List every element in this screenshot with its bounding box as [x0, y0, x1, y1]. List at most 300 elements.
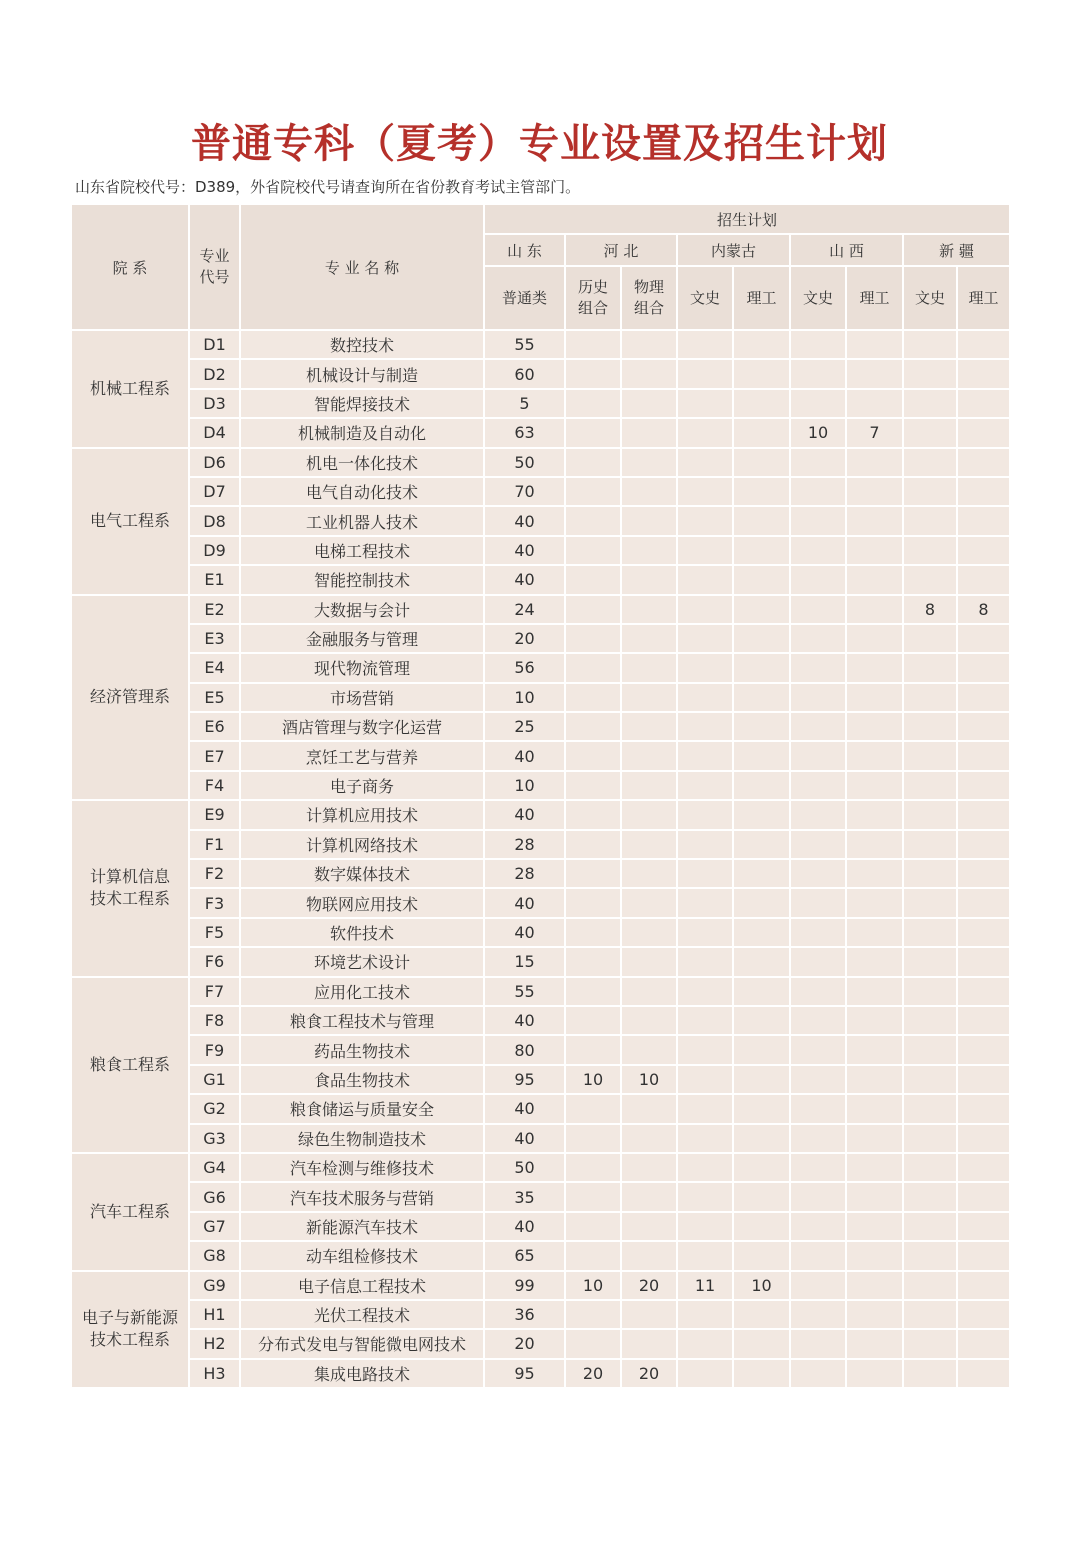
quota-cell [957, 624, 1010, 653]
quota-cell [621, 418, 677, 447]
quota-cell [677, 1065, 733, 1094]
header-province-hebei: 河 北 [565, 234, 677, 266]
quota-cell [846, 741, 903, 770]
quota-cell [846, 1182, 903, 1211]
quota-cell [565, 830, 621, 859]
quota-cell [621, 800, 677, 829]
table-row [71, 448, 1010, 477]
quota-cell [733, 389, 790, 418]
quota-cell [621, 1153, 677, 1182]
quota-cell [903, 947, 957, 976]
table-row [71, 1329, 1010, 1358]
quota-cell [957, 448, 1010, 477]
department-cell: 粮食工程系 [71, 977, 189, 1153]
quota-cell [903, 1124, 957, 1153]
major-name-cell: 软件技术 [240, 918, 484, 947]
quota-cell [565, 800, 621, 829]
quota-cell [957, 1300, 1010, 1329]
quota-cell [790, 1094, 846, 1123]
quota-cell [846, 947, 903, 976]
quota-cell [846, 595, 903, 624]
major-name-cell: 计算机网络技术 [240, 830, 484, 859]
major-name-cell: 烹饪工艺与营养 [240, 741, 484, 770]
quota-cell: 24 [484, 595, 565, 624]
quota-cell [565, 1182, 621, 1211]
quota-cell [903, 1182, 957, 1211]
table-body [71, 330, 1010, 1388]
major-name-cell: 物联网应用技术 [240, 888, 484, 917]
header-code: 专业 代号 [189, 204, 240, 330]
quota-cell: 28 [484, 830, 565, 859]
quota-cell [903, 1241, 957, 1270]
quota-cell [790, 1153, 846, 1182]
quota-cell [846, 536, 903, 565]
quota-cell [790, 1329, 846, 1358]
quota-cell [903, 1153, 957, 1182]
header-department: 院 系 [71, 204, 189, 330]
quota-cell [677, 1006, 733, 1035]
quota-cell [790, 477, 846, 506]
quota-cell [621, 595, 677, 624]
quota-cell [903, 1212, 957, 1241]
quota-cell [733, 888, 790, 917]
quota-cell [621, 330, 677, 359]
quota-cell [957, 741, 1010, 770]
quota-cell [621, 1035, 677, 1064]
quota-cell [621, 536, 677, 565]
quota-cell [677, 653, 733, 682]
quota-cell [790, 536, 846, 565]
quota-cell [733, 800, 790, 829]
quota-cell [957, 1035, 1010, 1064]
quota-cell [565, 1329, 621, 1358]
quota-cell [790, 565, 846, 594]
quota-cell [903, 918, 957, 947]
quota-cell [733, 683, 790, 712]
major-code-cell: G9 [189, 1271, 240, 1300]
quota-cell [790, 683, 846, 712]
major-name-cell: 集成电路技术 [240, 1359, 484, 1388]
quota-cell [903, 477, 957, 506]
quota-cell [733, 448, 790, 477]
quota-cell [733, 1329, 790, 1358]
quota-cell [733, 595, 790, 624]
quota-cell [733, 771, 790, 800]
quota-cell [565, 565, 621, 594]
quota-cell: 70 [484, 477, 565, 506]
quota-cell [957, 359, 1010, 388]
major-name-cell: 电子商务 [240, 771, 484, 800]
quota-cell [846, 800, 903, 829]
quota-cell [957, 418, 1010, 447]
quota-cell [957, 771, 1010, 800]
quota-cell [565, 506, 621, 535]
quota-cell [957, 830, 1010, 859]
quota-cell [846, 712, 903, 741]
table-row [71, 712, 1010, 741]
quota-cell [565, 1124, 621, 1153]
quota-cell [565, 1035, 621, 1064]
quota-cell [677, 389, 733, 418]
header-sub-physics: 物理 组合 [621, 266, 677, 330]
department-cell: 电子与新能源 技术工程系 [71, 1271, 189, 1389]
quota-cell: 40 [484, 918, 565, 947]
quota-cell [790, 1212, 846, 1241]
quota-cell [621, 712, 677, 741]
quota-cell: 40 [484, 506, 565, 535]
quota-cell [903, 888, 957, 917]
quota-cell [903, 506, 957, 535]
quota-cell [790, 448, 846, 477]
major-name-cell: 市场营销 [240, 683, 484, 712]
quota-cell [790, 1124, 846, 1153]
quota-cell [790, 1359, 846, 1388]
quota-cell [733, 506, 790, 535]
table-row [71, 1182, 1010, 1211]
quota-cell: 95 [484, 1065, 565, 1094]
quota-cell: 50 [484, 448, 565, 477]
quota-cell [957, 536, 1010, 565]
quota-cell [621, 1241, 677, 1270]
quota-cell [903, 830, 957, 859]
quota-cell: 50 [484, 1153, 565, 1182]
quota-cell [677, 741, 733, 770]
quota-cell [677, 977, 733, 1006]
quota-cell: 20 [565, 1359, 621, 1388]
major-name-cell: 电梯工程技术 [240, 536, 484, 565]
quota-cell [621, 1182, 677, 1211]
major-code-cell: H2 [189, 1329, 240, 1358]
quota-cell [621, 741, 677, 770]
major-code-cell: D2 [189, 359, 240, 388]
quota-cell [621, 448, 677, 477]
quota-cell: 20 [621, 1359, 677, 1388]
quota-cell: 35 [484, 1182, 565, 1211]
quota-cell [957, 1094, 1010, 1123]
quota-cell [903, 1329, 957, 1358]
quota-cell [903, 1359, 957, 1388]
table-row [71, 359, 1010, 388]
quota-cell [846, 859, 903, 888]
major-name-cell: 数控技术 [240, 330, 484, 359]
major-name-cell: 粮食工程技术与管理 [240, 1006, 484, 1035]
major-name-cell: 绿色生物制造技术 [240, 1124, 484, 1153]
quota-cell [677, 1182, 733, 1211]
quota-cell [621, 683, 677, 712]
quota-cell [733, 1241, 790, 1270]
quota-cell [733, 1006, 790, 1035]
table-row [71, 624, 1010, 653]
major-code-cell: H1 [189, 1300, 240, 1329]
quota-cell [790, 1006, 846, 1035]
quota-cell [677, 330, 733, 359]
quota-cell [621, 506, 677, 535]
quota-cell [565, 624, 621, 653]
quota-cell [903, 1271, 957, 1300]
quota-cell [790, 624, 846, 653]
quota-cell: 10 [733, 1271, 790, 1300]
quota-cell [677, 1035, 733, 1064]
major-name-cell: 新能源汽车技术 [240, 1212, 484, 1241]
quota-cell [846, 977, 903, 1006]
major-name-cell: 光伏工程技术 [240, 1300, 484, 1329]
major-code-cell: D4 [189, 418, 240, 447]
major-name-cell: 数字媒体技术 [240, 859, 484, 888]
major-code-cell: E9 [189, 800, 240, 829]
quota-cell [903, 330, 957, 359]
quota-cell [903, 389, 957, 418]
quota-cell [565, 771, 621, 800]
table-row [71, 1300, 1010, 1329]
quota-cell [903, 418, 957, 447]
table-row [71, 859, 1010, 888]
quota-cell: 63 [484, 418, 565, 447]
major-code-cell: D7 [189, 477, 240, 506]
major-name-cell: 机械制造及自动化 [240, 418, 484, 447]
quota-cell [733, 1182, 790, 1211]
major-code-cell: E3 [189, 624, 240, 653]
major-code-cell: F7 [189, 977, 240, 1006]
quota-cell [621, 947, 677, 976]
quota-cell [846, 653, 903, 682]
table-row [71, 506, 1010, 535]
major-name-cell: 金融服务与管理 [240, 624, 484, 653]
quota-cell [903, 448, 957, 477]
quota-cell [957, 477, 1010, 506]
quota-cell [846, 1035, 903, 1064]
quota-cell [565, 918, 621, 947]
quota-cell [957, 1241, 1010, 1270]
quota-cell [846, 448, 903, 477]
header-sub-liberal-arts: 文史 [903, 266, 957, 330]
quota-cell [733, 1094, 790, 1123]
quota-cell: 28 [484, 859, 565, 888]
quota-cell: 40 [484, 741, 565, 770]
institution-code-note: 山东省院校代号：D389，外省院校代号请查询所在省份教育考试主管部门。 [75, 178, 581, 196]
major-code-cell: F4 [189, 771, 240, 800]
quota-cell [677, 1241, 733, 1270]
major-code-cell: F6 [189, 947, 240, 976]
major-name-cell: 电气自动化技术 [240, 477, 484, 506]
quota-cell: 8 [957, 595, 1010, 624]
header-sub-science: 理工 [733, 266, 790, 330]
quota-cell [621, 1329, 677, 1358]
quota-cell [677, 1329, 733, 1358]
major-code-cell: F2 [189, 859, 240, 888]
quota-cell: 40 [484, 1006, 565, 1035]
major-name-cell: 汽车技术服务与营销 [240, 1182, 484, 1211]
quota-cell [677, 1153, 733, 1182]
quota-cell [621, 1300, 677, 1329]
quota-cell: 55 [484, 330, 565, 359]
header-province-shanxi: 山 西 [790, 234, 903, 266]
quota-cell [565, 1006, 621, 1035]
quota-cell [621, 771, 677, 800]
quota-cell [733, 918, 790, 947]
header-sub-liberal-arts: 文史 [677, 266, 733, 330]
quota-cell [846, 1006, 903, 1035]
department-cell: 计算机信息 技术工程系 [71, 800, 189, 976]
quota-cell [565, 977, 621, 1006]
header-province-shandong: 山 东 [484, 234, 565, 266]
quota-cell [677, 1094, 733, 1123]
major-code-cell: F1 [189, 830, 240, 859]
quota-cell [957, 800, 1010, 829]
enrollment-plan-table [70, 203, 1011, 1389]
quota-cell [565, 712, 621, 741]
quota-cell [621, 389, 677, 418]
major-code-cell: D1 [189, 330, 240, 359]
major-name-cell: 环境艺术设计 [240, 947, 484, 976]
quota-cell [677, 683, 733, 712]
quota-cell [846, 1094, 903, 1123]
quota-cell [733, 1300, 790, 1329]
major-code-cell: H3 [189, 1359, 240, 1388]
quota-cell [733, 947, 790, 976]
quota-cell [903, 712, 957, 741]
quota-cell [846, 506, 903, 535]
major-name-cell: 动车组检修技术 [240, 1241, 484, 1270]
quota-cell [621, 1094, 677, 1123]
major-code-cell: G1 [189, 1065, 240, 1094]
major-code-cell: G3 [189, 1124, 240, 1153]
quota-cell [790, 1035, 846, 1064]
quota-cell [790, 1065, 846, 1094]
department-cell: 机械工程系 [71, 330, 189, 448]
quota-cell [677, 477, 733, 506]
quota-cell [846, 1271, 903, 1300]
table-row [71, 1094, 1010, 1123]
table-row [71, 888, 1010, 917]
header-sub-science: 理工 [957, 266, 1010, 330]
quota-cell [846, 359, 903, 388]
quota-cell [565, 477, 621, 506]
major-name-cell: 现代物流管理 [240, 653, 484, 682]
major-code-cell: D9 [189, 536, 240, 565]
quota-cell [565, 888, 621, 917]
quota-cell [957, 1124, 1010, 1153]
quota-cell [677, 624, 733, 653]
major-code-cell: G8 [189, 1241, 240, 1270]
quota-cell: 60 [484, 359, 565, 388]
quota-cell [733, 859, 790, 888]
quota-cell: 7 [846, 418, 903, 447]
quota-cell [677, 359, 733, 388]
quota-cell [846, 477, 903, 506]
major-code-cell: G4 [189, 1153, 240, 1182]
quota-cell [677, 712, 733, 741]
major-code-cell: D6 [189, 448, 240, 477]
table-row [71, 1065, 1010, 1094]
quota-cell [677, 506, 733, 535]
major-name-cell: 酒店管理与数字化运营 [240, 712, 484, 741]
quota-cell [565, 418, 621, 447]
table-row [71, 418, 1010, 447]
quota-cell [677, 448, 733, 477]
quota-cell [677, 771, 733, 800]
quota-cell [621, 918, 677, 947]
quota-cell [621, 477, 677, 506]
header-province-xinjiang: 新 疆 [903, 234, 1010, 266]
major-code-cell: E7 [189, 741, 240, 770]
quota-cell [621, 859, 677, 888]
quota-cell [790, 1300, 846, 1329]
quota-cell [733, 712, 790, 741]
quota-cell [846, 389, 903, 418]
quota-cell [957, 712, 1010, 741]
quota-cell [957, 653, 1010, 682]
quota-cell [957, 389, 1010, 418]
quota-cell [565, 330, 621, 359]
quota-cell [903, 771, 957, 800]
table-row [71, 595, 1010, 624]
quota-cell [790, 359, 846, 388]
quota-cell [733, 477, 790, 506]
quota-cell [846, 1065, 903, 1094]
quota-cell [733, 536, 790, 565]
quota-cell [677, 888, 733, 917]
table-row [71, 771, 1010, 800]
table-row [71, 1271, 1010, 1300]
quota-cell [903, 683, 957, 712]
quota-cell [846, 1212, 903, 1241]
quota-cell [621, 830, 677, 859]
quota-cell [846, 330, 903, 359]
quota-cell [903, 653, 957, 682]
quota-cell [903, 1035, 957, 1064]
major-name-cell: 药品生物技术 [240, 1035, 484, 1064]
quota-cell: 20 [621, 1271, 677, 1300]
major-code-cell: E4 [189, 653, 240, 682]
quota-cell [790, 653, 846, 682]
quota-cell: 99 [484, 1271, 565, 1300]
major-code-cell: F9 [189, 1035, 240, 1064]
quota-cell [957, 683, 1010, 712]
department-cell: 汽车工程系 [71, 1153, 189, 1271]
table-row [71, 1006, 1010, 1035]
quota-cell [790, 1241, 846, 1270]
quota-cell [790, 771, 846, 800]
quota-cell [733, 418, 790, 447]
quota-cell [621, 977, 677, 1006]
quota-cell [565, 653, 621, 682]
quota-cell: 40 [484, 1212, 565, 1241]
quota-cell [733, 653, 790, 682]
quota-cell [957, 1153, 1010, 1182]
quota-cell [733, 1124, 790, 1153]
quota-cell [846, 624, 903, 653]
quota-cell [621, 359, 677, 388]
quota-cell [790, 918, 846, 947]
major-code-cell: E5 [189, 683, 240, 712]
major-name-cell: 粮食储运与质量安全 [240, 1094, 484, 1123]
major-name-cell: 大数据与会计 [240, 595, 484, 624]
quota-cell [846, 1153, 903, 1182]
table-row [71, 536, 1010, 565]
quota-cell [903, 565, 957, 594]
quota-cell: 40 [484, 800, 565, 829]
quota-cell [903, 536, 957, 565]
quota-cell: 40 [484, 565, 565, 594]
department-cell: 经济管理系 [71, 595, 189, 801]
quota-cell [790, 330, 846, 359]
table-row [71, 830, 1010, 859]
quota-cell [621, 1006, 677, 1035]
quota-cell [790, 947, 846, 976]
quota-cell [790, 977, 846, 1006]
table-row [71, 1212, 1010, 1241]
header-enrollment-plan: 招生计划 [484, 204, 1010, 234]
